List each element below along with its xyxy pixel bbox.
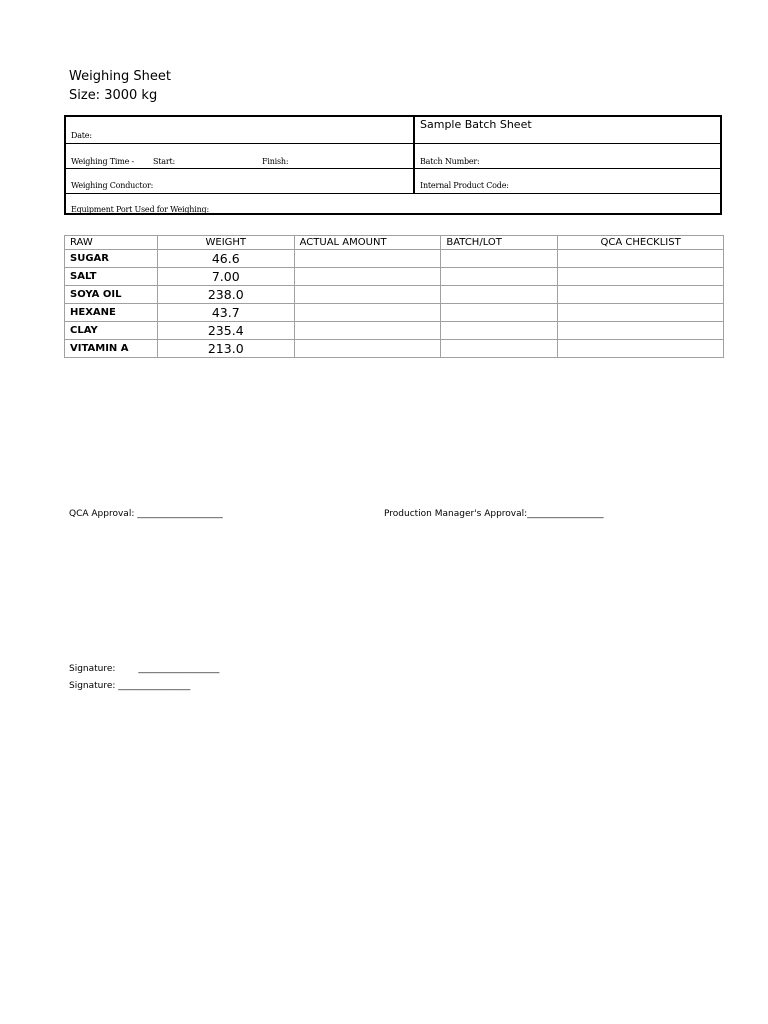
ingredient-weight: 46.6 bbox=[157, 250, 294, 268]
batch-size: Size: 3000 kg bbox=[69, 88, 158, 103]
ingredient-name: SOYA OIL bbox=[65, 286, 158, 304]
batch-lot-cell[interactable] bbox=[441, 250, 558, 268]
table-row bbox=[65, 268, 724, 286]
info-divider bbox=[413, 117, 415, 193]
batch-number-label: Batch Number: bbox=[420, 157, 480, 166]
ingredient-name: HEXANE bbox=[65, 304, 158, 322]
finish-label: Finish: bbox=[262, 157, 289, 166]
page-title: Weighing Sheet bbox=[69, 69, 172, 84]
ingredient-weight: 238.0 bbox=[157, 286, 294, 304]
ingredient-weight: 213.0 bbox=[157, 340, 294, 358]
ingredient-name: VITAMIN A bbox=[65, 340, 158, 358]
info-row-conductor bbox=[66, 168, 720, 194]
actual-amount-cell[interactable] bbox=[294, 250, 441, 268]
internal-product-code-label: Internal Product Code: bbox=[420, 181, 509, 190]
actual-amount-cell[interactable] bbox=[294, 304, 441, 322]
signature-line-1[interactable]: Signature: __________________ bbox=[69, 664, 220, 674]
ingredient-name: SALT bbox=[65, 268, 158, 286]
batch-lot-cell[interactable] bbox=[441, 286, 558, 304]
header-batch-lot: BATCH/LOT bbox=[441, 236, 558, 250]
signature-line-2[interactable]: Signature: ________________ bbox=[69, 681, 191, 691]
weighing-conductor-label: Weighing Conductor: bbox=[71, 181, 154, 190]
sample-batch-sheet-label: Sample Batch Sheet bbox=[420, 118, 532, 131]
ingredient-weight: 43.7 bbox=[157, 304, 294, 322]
header-raw: RAW bbox=[65, 236, 158, 250]
batch-lot-cell[interactable] bbox=[441, 268, 558, 286]
actual-amount-cell[interactable] bbox=[294, 286, 441, 304]
qca-checklist-cell[interactable] bbox=[558, 250, 724, 268]
batch-lot-cell[interactable] bbox=[441, 340, 558, 358]
ingredient-name: SUGAR bbox=[65, 250, 158, 268]
equipment-label: Equipment Port Used for Weighing: bbox=[71, 205, 209, 214]
batch-lot-cell[interactable] bbox=[441, 322, 558, 340]
ingredients-table bbox=[64, 235, 724, 358]
table-row bbox=[65, 250, 724, 268]
start-label: Start: bbox=[153, 157, 175, 166]
qca-approval-line[interactable]: QCA Approval: ___________________ bbox=[69, 509, 223, 519]
header-actual-amount: ACTUAL AMOUNT bbox=[294, 236, 441, 250]
date-label: Date: bbox=[71, 131, 92, 140]
actual-amount-cell[interactable] bbox=[294, 268, 441, 286]
actual-amount-cell[interactable] bbox=[294, 322, 441, 340]
header-weight: WEIGHT bbox=[157, 236, 294, 250]
info-box bbox=[64, 115, 722, 215]
ingredient-name: CLAY bbox=[65, 322, 158, 340]
qca-checklist-cell[interactable] bbox=[558, 304, 724, 322]
header-qca-checklist: QCA CHECKLIST bbox=[558, 236, 724, 250]
table-row bbox=[65, 322, 724, 340]
table-header-row bbox=[65, 236, 724, 250]
ingredient-weight: 235.4 bbox=[157, 322, 294, 340]
qca-checklist-cell[interactable] bbox=[558, 340, 724, 358]
info-row-date bbox=[66, 117, 720, 144]
qca-checklist-cell[interactable] bbox=[558, 322, 724, 340]
weighing-time-label: Weighing Time - bbox=[71, 157, 134, 166]
ingredient-weight: 7.00 bbox=[157, 268, 294, 286]
qca-checklist-cell[interactable] bbox=[558, 286, 724, 304]
table-row bbox=[65, 286, 724, 304]
actual-amount-cell[interactable] bbox=[294, 340, 441, 358]
batch-lot-cell[interactable] bbox=[441, 304, 558, 322]
table-row bbox=[65, 340, 724, 358]
table-row bbox=[65, 304, 724, 322]
qca-checklist-cell[interactable] bbox=[558, 268, 724, 286]
production-manager-approval-line[interactable]: Production Manager's Approval:_________________ bbox=[384, 509, 604, 519]
